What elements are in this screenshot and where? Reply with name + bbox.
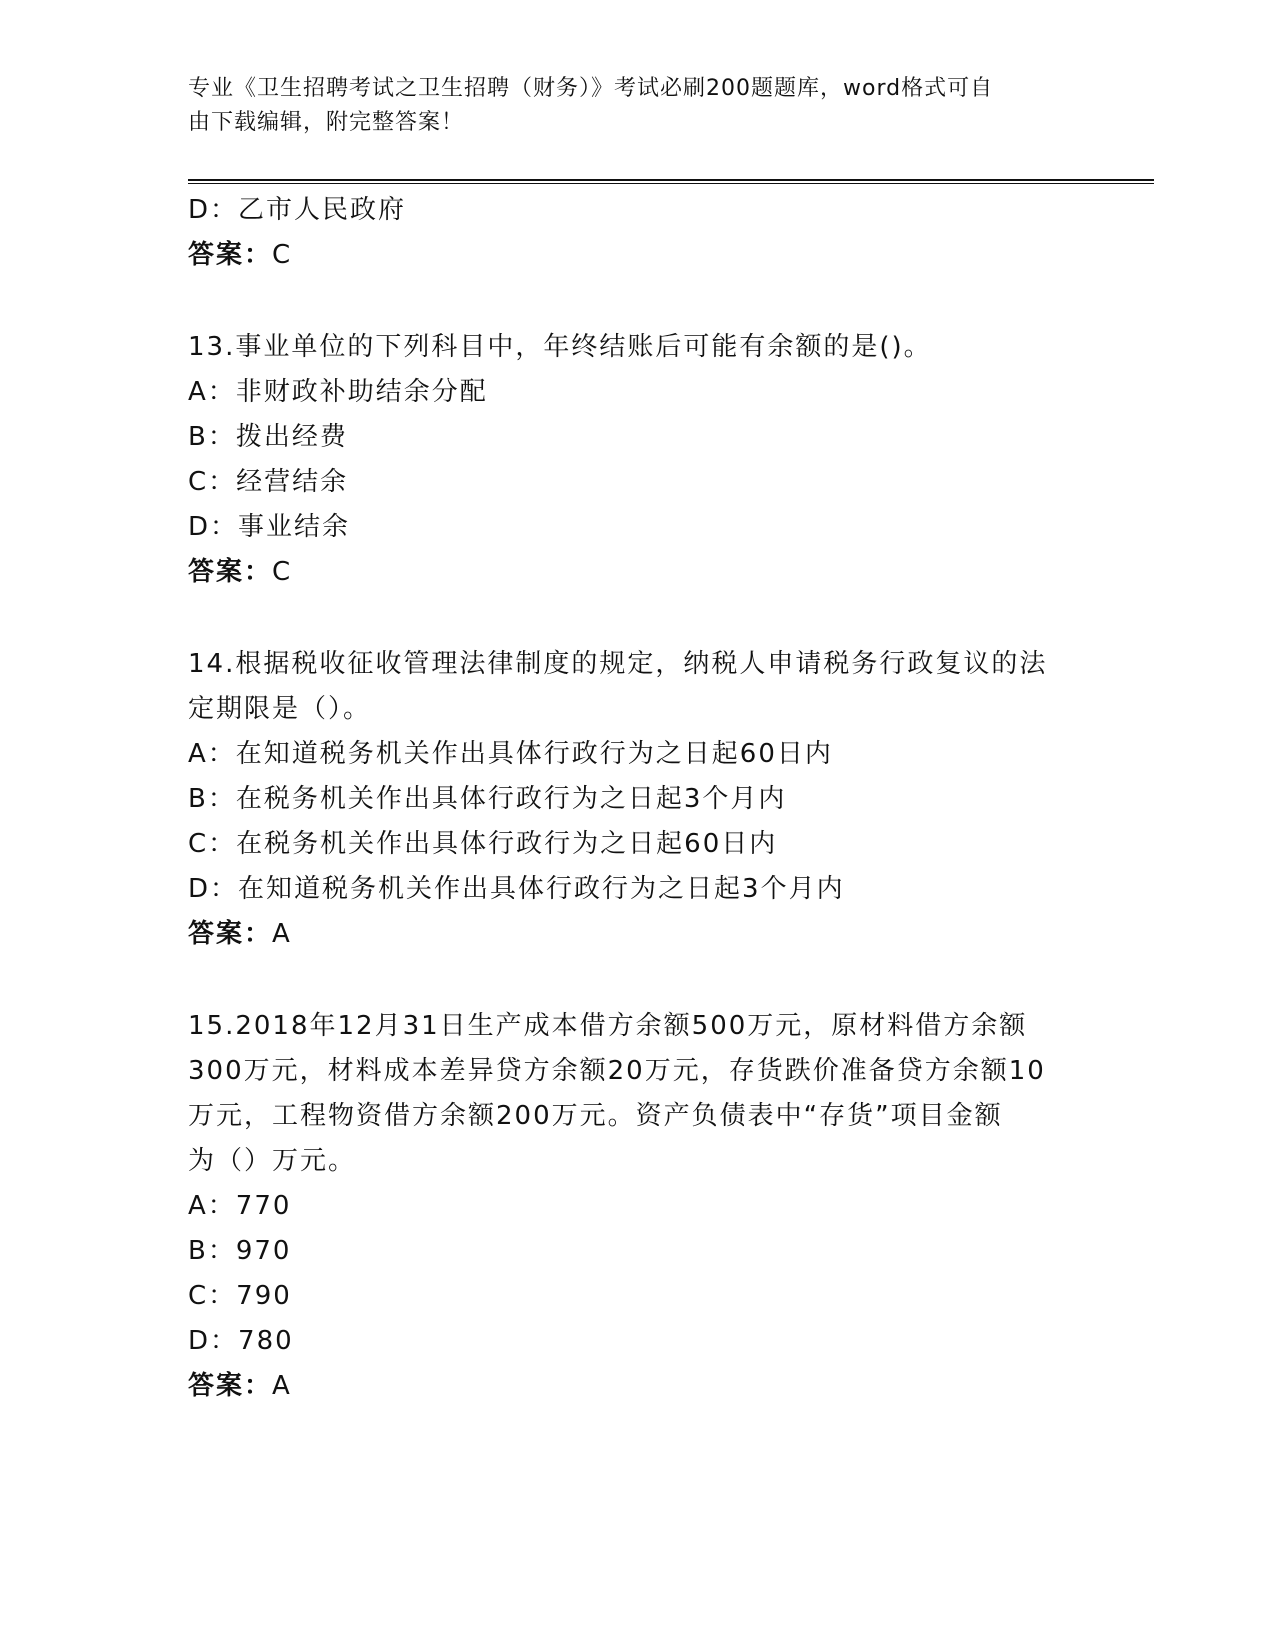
option-a: A：非财政补助结余分配 [188,377,488,407]
prev-answer [188,233,1088,278]
answer [188,550,1088,595]
question-stem-line-4: 为（）万元。 [188,1146,357,1176]
option-b: B：970 [188,1236,292,1266]
prev-option-d: D：乙市人民政府 [188,195,407,225]
answer-value: A [272,1371,292,1401]
option-a: A：770 [188,1191,292,1221]
answer-label: 答案： [188,1371,273,1401]
question-stem-line-1: 15.2018年12月31日生产成本借方余额500万元，原材料借方余额 [188,1011,1028,1041]
answer-label: 答案： [188,919,273,949]
option-d: D：事业结余 [188,512,351,542]
option-c: C：经营结余 [188,467,349,497]
header-line-1: 专业《卫生招聘考试之卫生招聘（财务）》考试必刷200题题库，word格式可自 [188,76,994,101]
option-b: B：拨出经费 [188,422,348,452]
header-line-2: 由下载编辑，附完整答案！ [188,110,465,135]
question-content [188,188,1088,1409]
answer [188,1364,1088,1409]
spacer [188,957,1088,1004]
question-14 [188,642,1088,957]
spacer [188,595,1088,642]
answer-label: 答案： [188,557,273,587]
question-stem-line-2: 定期限是（）。 [188,694,372,724]
header-divider-thin [188,183,1154,184]
option-c: C：790 [188,1281,292,1311]
option-a: A：在知道税务机关作出具体行政行为之日起60日内 [188,739,833,769]
answer [188,912,1088,957]
option-d: D：在知道税务机关作出具体行政行为之日起3个月内 [188,874,845,904]
spacer [188,278,1088,325]
question-stem-line-3: 万元，工程物资借方余额200万元。资产负债表中“存货”项目金额 [188,1101,1003,1131]
answer-label: 答案： [188,240,273,270]
question-13 [188,325,1088,595]
question-stem-line-1: 14.根据税收征收管理法律制度的规定，纳税人申请税务行政复议的法 [188,649,1048,679]
option-c: C：在税务机关作出具体行政行为之日起60日内 [188,829,778,859]
document-header [188,72,1068,140]
question-15 [188,1004,1088,1409]
option-d: D：780 [188,1326,294,1356]
question-stem-line-2: 300万元，材料成本差异贷方余额20万元，存货跌价准备贷方余额10 [188,1056,1046,1086]
answer-value: A [272,919,292,949]
question-stem: 13.事业单位的下列科目中，年终结账后可能有余额的是()。 [188,332,932,362]
answer-value: C [272,557,293,587]
header-divider-thick [188,179,1154,181]
answer-value: C [272,240,293,270]
option-b: B：在税务机关作出具体行政行为之日起3个月内 [188,784,787,814]
